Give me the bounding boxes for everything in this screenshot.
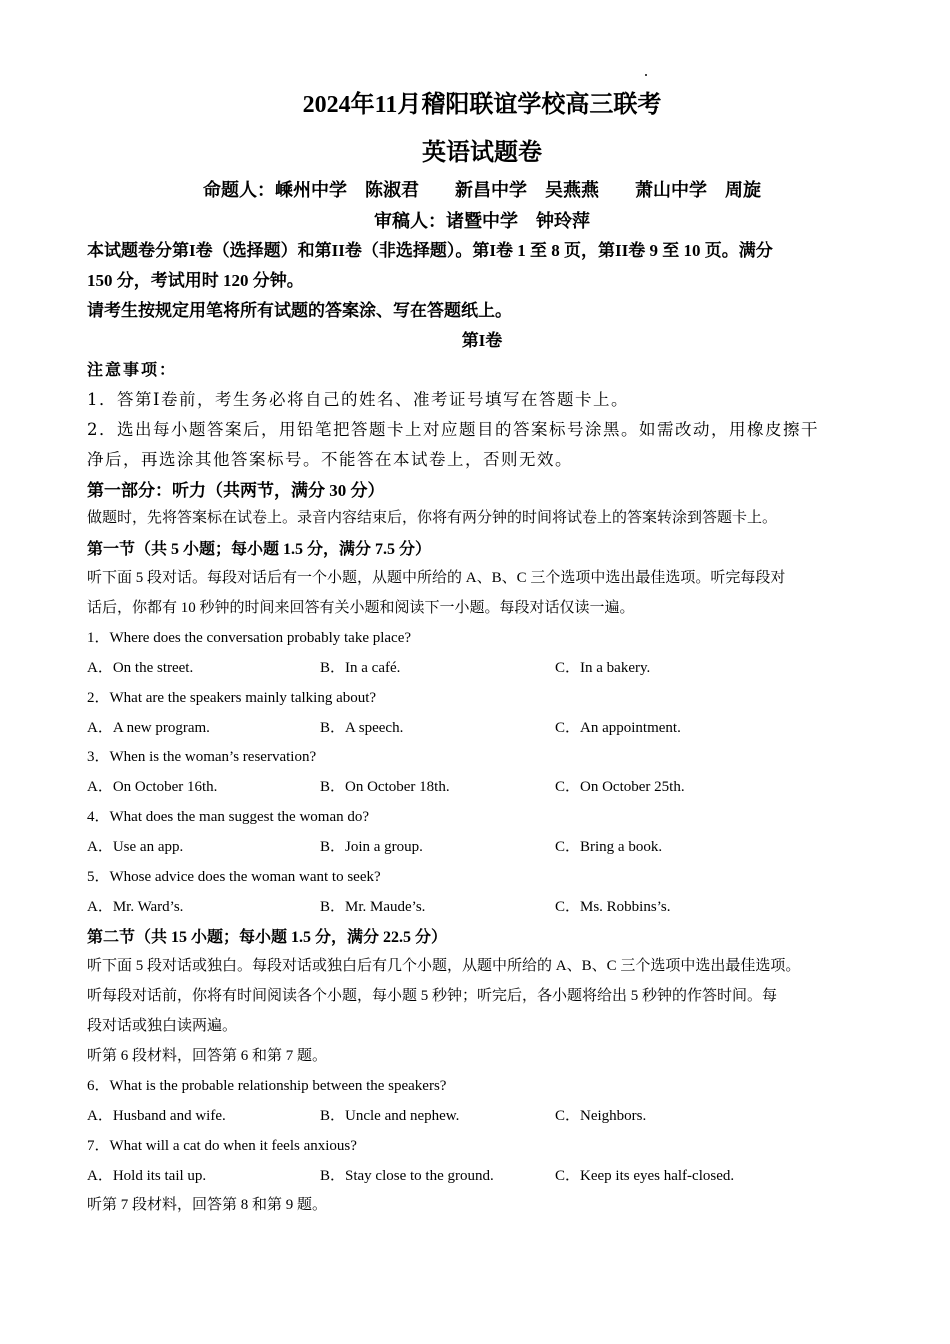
- option-a: A．Husband and wife.: [87, 1108, 226, 1124]
- reviewer-line: 审稿人：诸暨中学 钟玲萍: [374, 211, 590, 231]
- option-b: B．Stay close to the ground.: [320, 1168, 494, 1184]
- notes-item-2-line-1: 2．选出每小题答案后，用铅笔把答题卡上对应题目的答案标号涂黑。如需改动，用橡皮擦干: [87, 420, 819, 439]
- option-a: A．A new program.: [87, 720, 210, 736]
- section2-instruction-line-3: 段对话或独白读两遍。: [87, 1018, 238, 1034]
- option-c: C．On October 25th.: [555, 779, 685, 795]
- part1-instruction: 做题时，先将答案标在试卷上。录音内容结束后，你将有两分钟的时间将试卷上的答案转涂到答题卡上。: [87, 510, 778, 526]
- setters-line: 命题人：嵊州中学 陈淑君 新昌中学 吴燕燕 萧山中学 周旋: [203, 180, 761, 200]
- intro-line-2: 150 分，考试用时 120 分钟。: [87, 271, 304, 290]
- notes-item-2-line-2: 净后，再选涂其他答案标号。不能答在本试卷上，否则无效。: [87, 450, 573, 469]
- option-a: A．Use an app.: [87, 839, 184, 855]
- option-c: C．Neighbors.: [555, 1108, 647, 1124]
- option-b: B．Join a group.: [320, 839, 423, 855]
- intro-line-3: 请考生按规定用笔将所有试题的答案涂、写在答题纸上。: [87, 301, 512, 320]
- option-c: C．Bring a book.: [555, 839, 663, 855]
- option-a: A．On the street.: [87, 660, 194, 676]
- section1-heading: 第一节（共 5 小题；每小题 1.5 分，满分 7.5 分）: [87, 541, 432, 558]
- section1-instruction-line-1: 听下面 5 段对话。每段对话后有一个小题，从题中所给的 A、B、C 三个选项中选出最佳选项。听完每段对: [87, 570, 786, 586]
- volume-title: 第I卷: [461, 331, 503, 350]
- option-a: A．Mr. Ward’s.: [87, 899, 184, 915]
- option-c: C．Keep its eyes half-closed.: [555, 1168, 735, 1184]
- option-c: C．In a bakery.: [555, 660, 651, 676]
- question-stem: 4．What does the man suggest the woman do?: [87, 809, 370, 825]
- exam-subtitle: 英语试题卷: [422, 140, 542, 166]
- option-a: A．Hold its tail up.: [87, 1168, 207, 1184]
- option-c: C．An appointment.: [555, 720, 681, 736]
- section2-instruction-line-1: 听下面 5 段对话或独白。每段对话或独白后有几个小题，从题中所给的 A、B、C 三个选项中选出最佳选项。: [87, 958, 801, 974]
- exam-title: 2024年11月稽阳联谊学校高三联考: [302, 92, 662, 118]
- notes-item-1: 1．答第Ⅰ卷前，考生务必将自己的姓名、准考证号填写在答题卡上。: [87, 390, 630, 409]
- question-stem: 7．What will a cat do when it feels anxious?: [87, 1138, 357, 1154]
- material-6-label: 听第 6 段材料，回答第 6 和第 7 题。: [87, 1048, 328, 1064]
- option-b: B．A speech.: [320, 720, 404, 736]
- option-b: B．Mr. Maude’s.: [320, 899, 426, 915]
- question-stem: 3．When is the woman’s reservation?: [87, 749, 317, 765]
- option-b: B．On October 18th.: [320, 779, 450, 795]
- option-b: B．In a café.: [320, 660, 401, 676]
- option-b: B．Uncle and nephew.: [320, 1108, 460, 1124]
- section2-instruction-line-2: 听每段对话前，你将有时间阅读各个小题，每小题 5 秒钟；听完后，各小题将给出 5 秒钟的作答时间。每: [87, 988, 778, 1004]
- section1-instruction-line-2: 话后，你都有 10 秒钟的时间来回答有关小题和阅读下一小题。每段对话仅读一遍。: [87, 600, 635, 616]
- stray-mark: [645, 74, 647, 76]
- question-stem: 5．Whose advice does the woman want to seek?: [87, 869, 381, 885]
- part1-heading: 第一部分：听力（共两节，满分 30 分）: [87, 481, 385, 500]
- material-7-label: 听第 7 段材料，回答第 8 和第 9 题。: [87, 1197, 328, 1213]
- option-a: A．On October 16th.: [87, 779, 218, 795]
- question-stem: 1．Where does the conversation probably take place?: [87, 630, 412, 646]
- intro-line-1: 本试题卷分第I卷（选择题）和第II卷（非选择题）。第I卷 1 至 8 页，第II卷 9 至 10 页。满分: [87, 241, 773, 260]
- notes-heading: 注意事项：: [87, 362, 178, 379]
- option-c: C．Ms. Robbins’s.: [555, 899, 671, 915]
- section2-heading: 第二节（共 15 小题；每小题 1.5 分，满分 22.5 分）: [87, 929, 448, 946]
- question-stem: 6．What is the probable relationship between the speakers?: [87, 1078, 447, 1094]
- question-stem: 2．What are the speakers mainly talking about?: [87, 690, 377, 706]
